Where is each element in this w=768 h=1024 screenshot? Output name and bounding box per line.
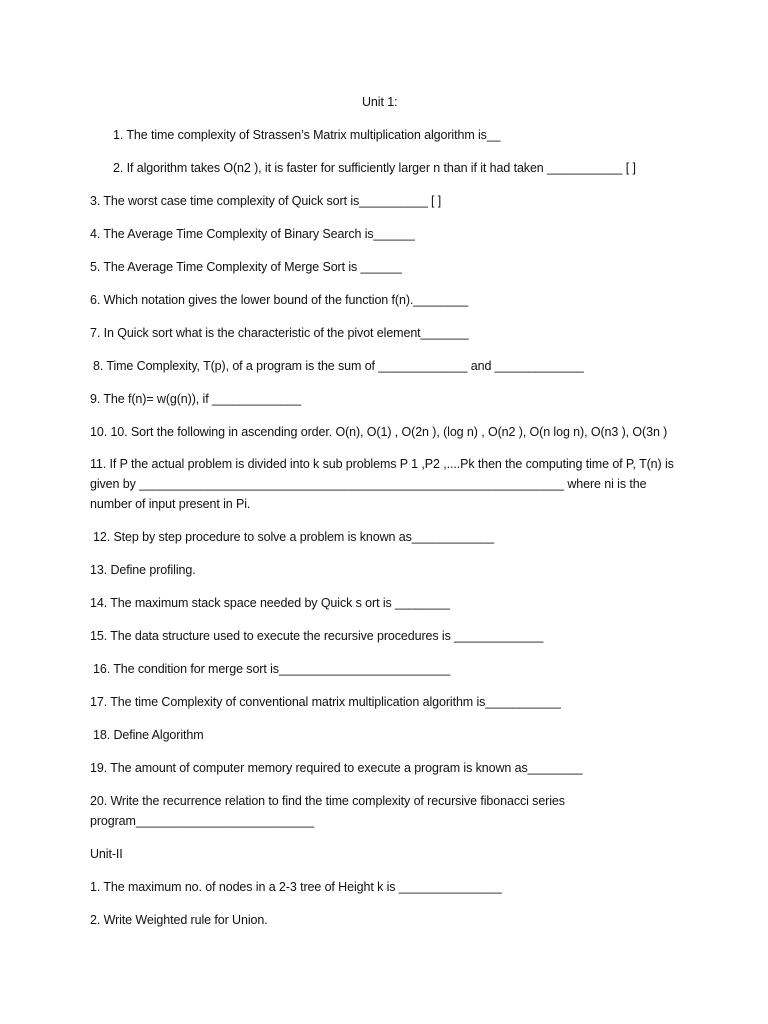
question-6: 6. Which notation gives the lower bound of the function f(n).________ xyxy=(90,293,469,307)
question-12: 12. Step by step procedure to solve a problem is known as____________ xyxy=(93,530,495,544)
question-8: 8. Time Complexity, T(p), of a program is the sum of _____________ and _____________ xyxy=(93,359,584,373)
unit2-question-1: 1. The maximum no. of nodes in a 2-3 tree of Height k is _______________ xyxy=(90,880,502,894)
question-15: 15. The data structure used to execute the recursive procedures is _____________ xyxy=(90,629,544,643)
question-16: 16. The condition for merge sort is_________________________ xyxy=(93,662,451,676)
question-5: 5. The Average Time Complexity of Merge Sort is ______ xyxy=(90,260,402,274)
question-14: 14. The maximum stack space needed by Quick s ort is ________ xyxy=(90,596,450,610)
question-13: 13. Define profiling. xyxy=(90,563,196,577)
question-7: 7. In Quick sort what is the characteristic of the pivot element_______ xyxy=(90,326,469,340)
question-1: 1. The time complexity of Strassen’s Matrix multiplication algorithm is__ xyxy=(113,128,501,142)
question-10: 10. 10. Sort the following in ascending order. O(n), O(1) , O(2n ), (log n) , O(n2 ), O(n log n), O(n3 ), O(3n ) xyxy=(90,425,668,439)
question-3: 3. The worst case time complexity of Quick sort is__________ [ ] xyxy=(90,194,442,208)
question-18: 18. Define Algorithm xyxy=(93,728,204,742)
question-20: 20. Write the recurrence relation to find the time complexity of recursive fibonacci series program__________________________ xyxy=(90,794,565,828)
unit2-heading: Unit-II xyxy=(90,847,123,861)
question-11: 11. If P the actual problem is divided into k sub problems P 1 ,P2 ,....Pk then the computing time of P, T(n) is given by ______________________________________________________________ where ni is the number of input present in Pi. xyxy=(90,457,674,511)
question-17: 17. The time Complexity of conventional matrix multiplication algorithm is___________ xyxy=(90,695,561,709)
unit1-heading: Unit 1: xyxy=(362,95,398,109)
unit2-question-2: 2. Write Weighted rule for Union. xyxy=(90,913,268,927)
question-9: 9. The f(n)= w(g(n)), if _____________ xyxy=(90,392,302,406)
question-2: 2. If algorithm takes O(n2 ), it is faster for sufficiently larger n than if it had taken ___________ [ ] xyxy=(113,161,636,175)
question-4: 4. The Average Time Complexity of Binary Search is______ xyxy=(90,227,415,241)
question-19: 19. The amount of computer memory required to execute a program is known as________ xyxy=(90,761,583,775)
